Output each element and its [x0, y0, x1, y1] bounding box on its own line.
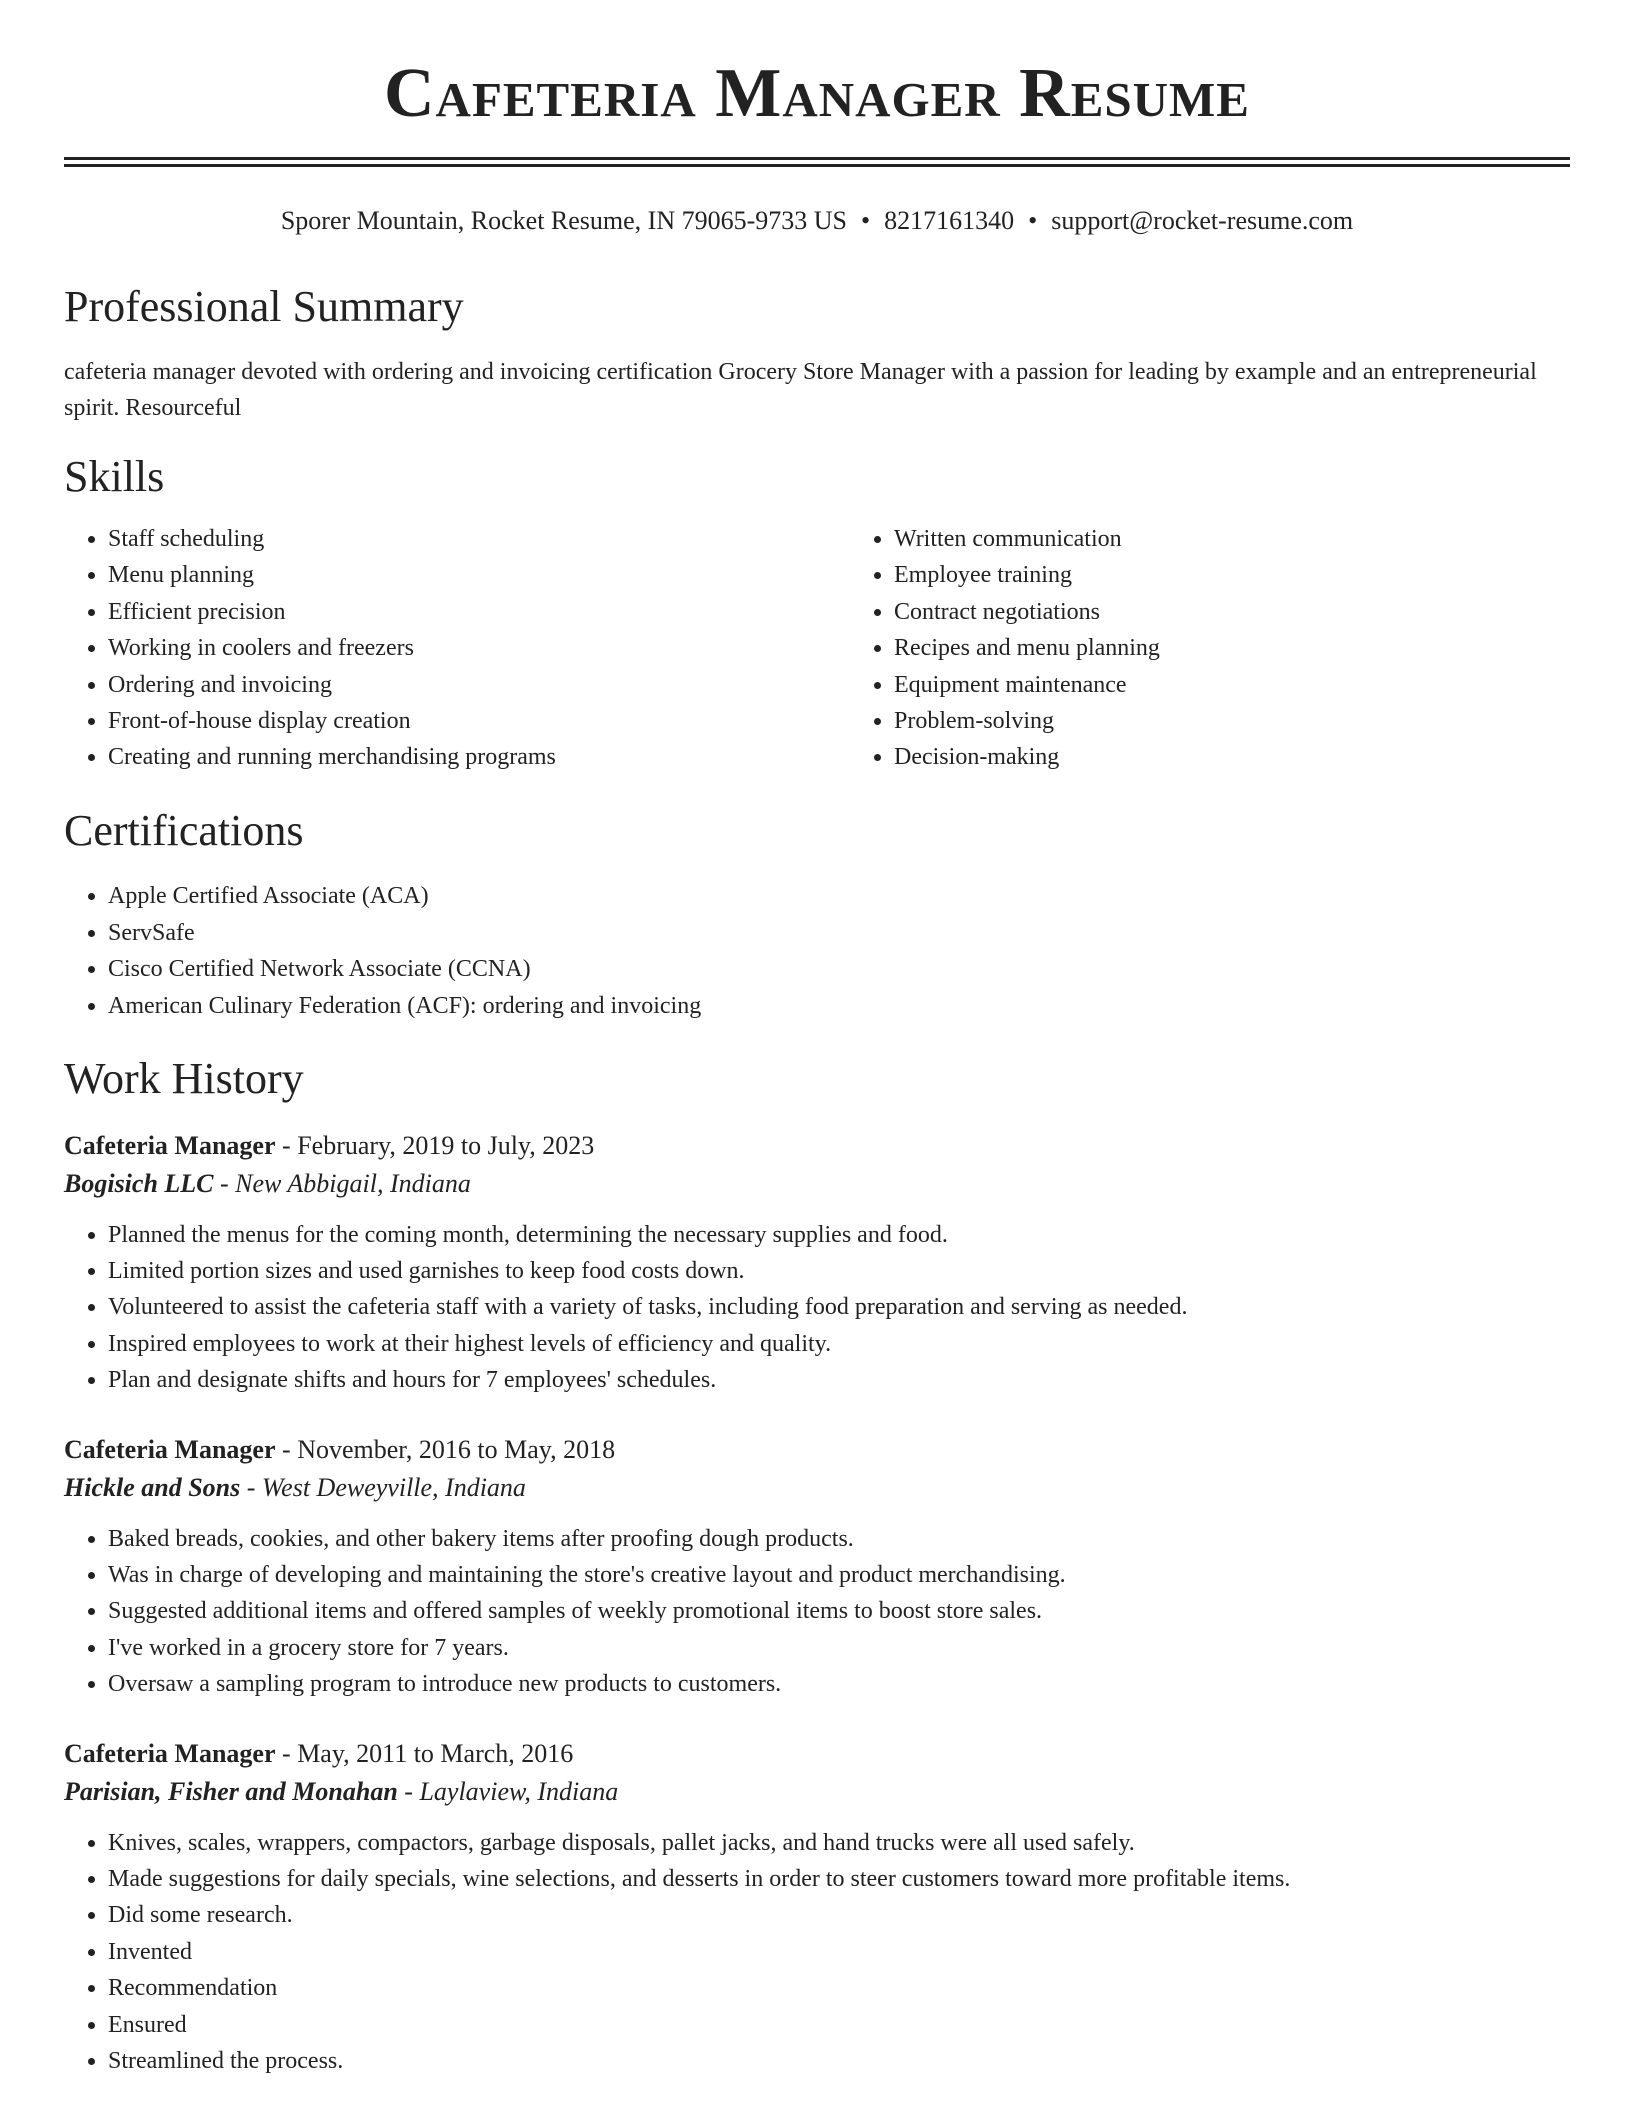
- job-company-line: [64, 1773, 1570, 1811]
- skill-item: • Efficient precision: [108, 594, 850, 630]
- skill-item: • Menu planning: [108, 557, 850, 593]
- summary-heading: Professional Summary: [64, 281, 464, 331]
- job-company: Parisian, Fisher and Monahan: [64, 1776, 398, 1806]
- job-bullet: • Baked breads, cookies, and other bakery items after proofing dough products.: [108, 1521, 1570, 1557]
- skills-section: [64, 452, 1570, 775]
- contact-address: Sporer Mountain, Rocket Resume, IN 79065-9733 US: [280, 205, 848, 235]
- skills-list-right: [850, 521, 1570, 776]
- certification-item: • ServSafe: [108, 915, 1570, 951]
- job-bullet: • Invented: [108, 1934, 1570, 1970]
- job-entry: [64, 1431, 1570, 1703]
- job-location: - Laylaview, Indiana: [397, 1776, 619, 1806]
- contact-line: [64, 205, 1570, 236]
- job-company: Hickle and Sons: [64, 1472, 241, 1502]
- certifications-section: [64, 806, 1570, 1024]
- skill-item: • Recipes and menu planning: [894, 630, 1570, 666]
- job-bullet: • Volunteered to assist the cafeteria staff with a variety of tasks, including food preparation and serving as needed.: [108, 1289, 1570, 1325]
- skills-list-left: [64, 521, 850, 776]
- job-dates: - May, 2011 to March, 2016: [275, 1738, 574, 1768]
- skill-item: • Employee training: [894, 557, 1570, 593]
- job-bullets: [64, 1217, 1570, 1399]
- skill-item: • Staff scheduling: [108, 521, 850, 557]
- job-location: - West Deweyville, Indiana: [240, 1472, 526, 1502]
- skills-heading: Skills: [64, 452, 165, 502]
- skills-columns: [64, 521, 1570, 776]
- job-title-line: [64, 1127, 1570, 1165]
- certifications-list: [64, 878, 1570, 1024]
- job-bullet: • Planned the menus for the coming month, determining the necessary supplies and food.: [108, 1217, 1570, 1253]
- job-bullet: • Streamlined the process.: [108, 2043, 1570, 2079]
- contact-email: support@rocket-resume.com: [1051, 205, 1354, 235]
- resume-page: [64, 0, 1570, 2079]
- title-double-rule: [64, 157, 1570, 167]
- job-bullet: • Was in charge of developing and maintaining the store's creative layout and product merchandising.: [108, 1557, 1570, 1593]
- contact-separator: •: [861, 205, 871, 235]
- job-bullet: • Made suggestions for daily specials, wine selections, and desserts in order to steer customers toward more profitable items.: [108, 1861, 1570, 1897]
- skill-item: • Problem-solving: [894, 703, 1570, 739]
- certification-item: • American Culinary Federation (ACF): ordering and invoicing: [108, 988, 1570, 1024]
- job-bullet: • Oversaw a sampling program to introduce new products to customers.: [108, 1666, 1570, 1702]
- job-title: Cafeteria Manager: [64, 1434, 276, 1464]
- contact-separator: •: [1028, 205, 1038, 235]
- job-entry: [64, 1127, 1570, 1399]
- job-bullet: • Recommendation: [108, 1970, 1570, 2006]
- skill-item: • Working in coolers and freezers: [108, 630, 850, 666]
- resume-title: Cafeteria Manager Resume: [384, 55, 1250, 132]
- job-location: - New Abbigail, Indiana: [213, 1168, 471, 1198]
- skill-item: • Ordering and invoicing: [108, 667, 850, 703]
- certifications-heading: Certifications: [64, 805, 304, 855]
- summary-text: cafeteria manager devoted with ordering and invoicing certification Grocery Store Manager with a passion for leading by example and an entrepreneurial spirit. Resourceful: [64, 359, 1537, 422]
- job-dates: - February, 2019 to July, 2023: [275, 1130, 595, 1160]
- skill-item: • Contract negotiations: [894, 594, 1570, 630]
- job-bullets: [64, 1521, 1570, 1703]
- job-bullet: • Knives, scales, wrappers, compactors, garbage disposals, pallet jacks, and hand trucks were all used safely.: [108, 1825, 1570, 1861]
- job-bullet: • Plan and designate shifts and hours for 7 employees' schedules.: [108, 1362, 1570, 1398]
- skill-item: • Written communication: [894, 521, 1570, 557]
- certification-item: • Cisco Certified Network Associate (CCNA): [108, 951, 1570, 987]
- skill-item: • Decision-making: [894, 739, 1570, 775]
- job-bullet: • Limited portion sizes and used garnishes to keep food costs down.: [108, 1253, 1570, 1289]
- job-dates: - November, 2016 to May, 2018: [275, 1434, 616, 1464]
- job-company-line: [64, 1165, 1570, 1203]
- job-company-line: [64, 1469, 1570, 1507]
- summary-section: [64, 282, 1570, 427]
- job-bullet: • Inspired employees to work at their highest levels of efficiency and quality.: [108, 1326, 1570, 1362]
- job-bullet: • I've worked in a grocery store for 7 years.: [108, 1630, 1570, 1666]
- skill-item: • Equipment maintenance: [894, 667, 1570, 703]
- job-bullet: • Suggested additional items and offered samples of weekly promotional items to boost store sales.: [108, 1593, 1570, 1629]
- job-bullet: • Did some research.: [108, 1897, 1570, 1933]
- skill-item: • Front-of-house display creation: [108, 703, 850, 739]
- job-entry: [64, 1735, 1570, 2080]
- certification-item: • Apple Certified Associate (ACA): [108, 878, 1570, 914]
- job-bullet: • Ensured: [108, 2007, 1570, 2043]
- job-title-line: [64, 1431, 1570, 1469]
- job-title-line: [64, 1735, 1570, 1773]
- skill-item: • Creating and running merchandising programs: [108, 739, 850, 775]
- work-history-heading: Work History: [64, 1053, 304, 1103]
- job-title: Cafeteria Manager: [64, 1738, 276, 1768]
- job-company: Bogisich LLC: [64, 1168, 214, 1198]
- job-bullets: [64, 1825, 1570, 2080]
- job-title: Cafeteria Manager: [64, 1130, 276, 1160]
- work-history-section: [64, 1054, 1570, 2080]
- contact-phone: 8217161340: [884, 205, 1015, 235]
